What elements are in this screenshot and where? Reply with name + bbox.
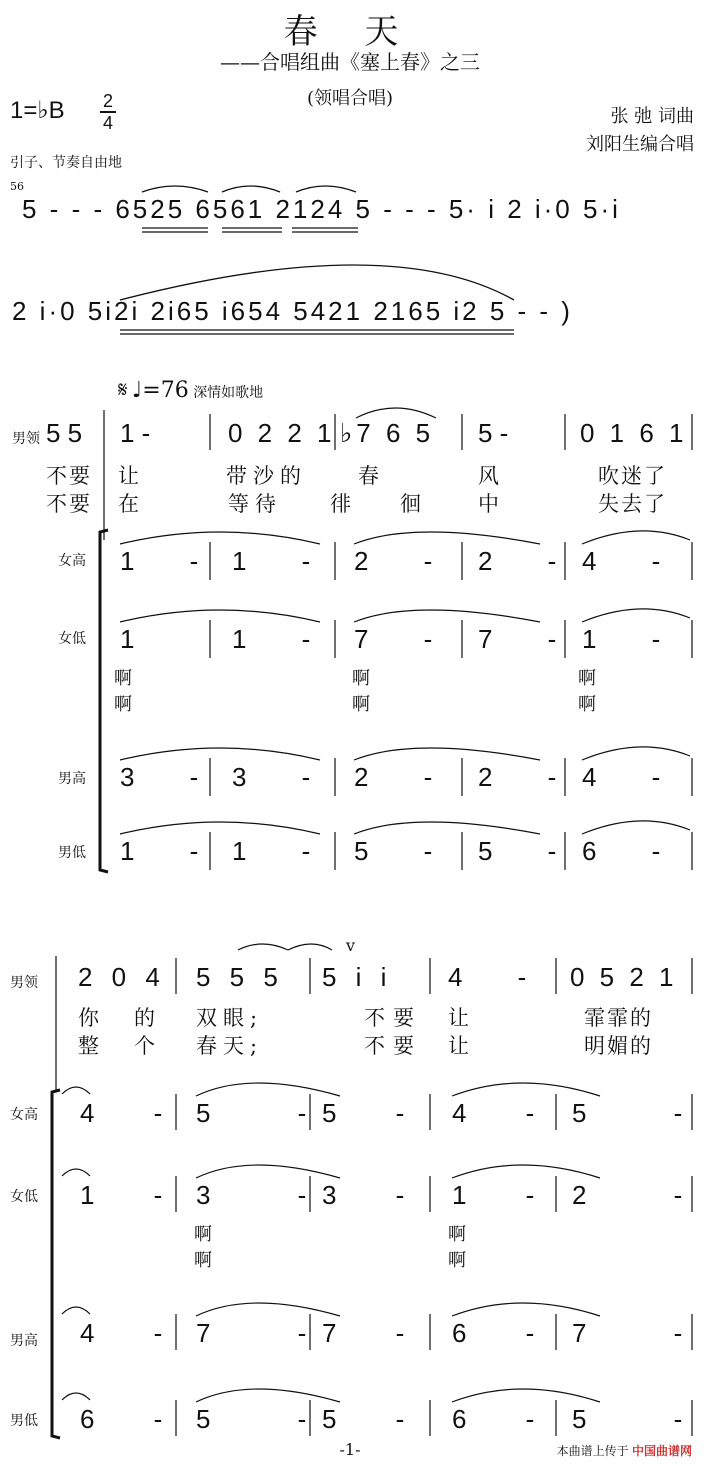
- s1-lyric2-6: 失去了: [598, 492, 667, 516]
- s1-ah2-0: 啊: [114, 694, 132, 715]
- s1-lyric2-0: 不要: [46, 492, 92, 516]
- s2-lyric1-2: 双眼;: [196, 1006, 264, 1030]
- s2-tenor-m4: 6 -: [452, 1318, 561, 1348]
- s2-alto-m3: 3 -: [322, 1180, 431, 1210]
- s2-tenor-m2: 7 -: [196, 1318, 347, 1348]
- s1-lyric1-0: 不要: [46, 464, 92, 488]
- s2-lyric2-5: 明媚的: [584, 1034, 653, 1058]
- s2-tenor-tie-0: [62, 1307, 90, 1314]
- score-subtitle: ——合唱组曲《塞上春》之三: [220, 50, 480, 74]
- key-signature: 1=♭B: [10, 97, 65, 124]
- label-bass: 男低: [58, 845, 86, 861]
- s1-tenor-tie-1: [120, 748, 320, 760]
- s2-tenor-m5: 7 -: [572, 1318, 722, 1348]
- s1-lead-m2: 0 2 2 1: [228, 418, 336, 448]
- source-prefix: 本曲谱上传于: [556, 1444, 629, 1458]
- s1-lyric2-1: 在: [118, 492, 141, 516]
- s1-lyric1-5: 吹迷了: [598, 464, 667, 488]
- s2-lead-m5: 0 5 2 1: [570, 962, 678, 992]
- s1-sop-m3: 2 -: [354, 546, 457, 576]
- s1-tenor-tie-3: [582, 747, 690, 760]
- s2-lyric1-4: 让: [448, 1006, 471, 1030]
- s1-lyric2-4: 徊: [400, 492, 423, 516]
- s2-tenor-m3: 7 -: [322, 1318, 431, 1348]
- s2-ah2-1: 啊: [448, 1250, 466, 1271]
- s2-ah1-1: 啊: [448, 1224, 466, 1245]
- s1-sop-tie-3: [582, 531, 690, 544]
- s1-lyric1-4: 风: [478, 464, 501, 488]
- s1-lyric2-5: 中: [478, 492, 501, 516]
- label-tenor-2: 男高: [10, 1333, 38, 1349]
- s1-alto-m5: 1 -: [582, 624, 685, 654]
- s1-tenor-m4: 2 -: [478, 762, 581, 792]
- s2-sop-tie-1: [196, 1083, 340, 1096]
- s2-lyric2-4: 让: [448, 1034, 471, 1058]
- s2-lyric2-0: 整: [78, 1034, 101, 1058]
- s1-sop-tie-2: [354, 532, 540, 544]
- time-signature-top: 2: [102, 91, 113, 111]
- s1-lead-m4: 5 -: [478, 418, 509, 448]
- s1-lead-m3: ♭7 6 5: [340, 418, 435, 448]
- s2-alto-tie-1: [196, 1165, 340, 1178]
- s1-lead-m5: 0 1 6 1: [580, 418, 688, 448]
- s1-bass-m3: 5 -: [354, 836, 457, 866]
- page-number: -1-: [339, 1440, 361, 1459]
- s2-bass-m3: 5 -: [322, 1404, 431, 1434]
- s2-bass-m1: 6 -: [80, 1404, 189, 1434]
- s1-lyric2-3: 徘: [330, 492, 353, 516]
- intro-slur-2: [222, 186, 280, 192]
- s2-tenor-tie-1: [196, 1303, 340, 1316]
- s2-lyric2-1: 个: [134, 1034, 157, 1058]
- s1-lead-m1: 1 -: [120, 418, 151, 448]
- s2-bass-tie-2: [452, 1389, 600, 1402]
- time-signature-bottom: 4: [102, 113, 113, 133]
- intro-marks: [120, 186, 514, 334]
- s1-lyric1-3: 春: [358, 464, 381, 488]
- s2-lyric1-0: 你: [78, 1006, 101, 1030]
- s1-bass-tie-2: [354, 822, 540, 834]
- s1-bass-m1: 1 -: [120, 836, 223, 866]
- s2-lyric1-3: 不要: [364, 1006, 422, 1030]
- s2-alto-tie-2: [452, 1165, 600, 1178]
- segno-icon: 𝄋: [118, 378, 128, 403]
- label-male-lead-2: 男领: [10, 975, 38, 991]
- s2-lyric1-1: 的: [134, 1006, 157, 1030]
- s1-ah1-0: 啊: [114, 668, 132, 689]
- s2-tenor-m1: 4 -: [80, 1318, 189, 1348]
- s2-lyric2-3: 不要: [364, 1034, 422, 1058]
- s1-alto-tie-3: [582, 609, 690, 622]
- label-alto-2: 女低: [10, 1189, 38, 1205]
- s1-sop-m5: 4 -: [582, 546, 685, 576]
- tempo-value: ♩=76: [131, 378, 189, 403]
- label-tenor: 男高: [58, 771, 86, 787]
- expression-text: 深情如歌地: [193, 385, 264, 401]
- s1-tenor-m2: 3 -: [232, 762, 335, 792]
- s2-bass-tie-1: [196, 1389, 340, 1402]
- s2-sop-tie-0: [62, 1087, 90, 1094]
- s1-ah1-1: 啊: [352, 668, 370, 689]
- s1-sop-tie-1: [120, 532, 320, 544]
- s1-ah1-2: 啊: [578, 668, 596, 689]
- s2-ah1-0: 啊: [194, 1224, 212, 1245]
- s1-alto-m3: 7 -: [354, 624, 457, 654]
- intro-label: 引子、节奏自由地: [10, 155, 122, 171]
- s1-alto-m4: 7 -: [478, 624, 581, 654]
- s1-tenor-m5: 4 -: [582, 762, 685, 792]
- s2-sop-m4: 4 -: [452, 1098, 561, 1128]
- source-site: 中国曲谱网: [631, 1444, 692, 1458]
- s2-lead-m4: 4 -: [448, 962, 551, 992]
- s2-lead-m2: 5 5 5: [196, 962, 284, 992]
- s1-tenor-m1: 3 -: [120, 762, 223, 792]
- s2-lead-tie-2: [288, 944, 332, 950]
- s1-ah2-2: 啊: [578, 694, 596, 715]
- s2-alto-tie-0: [62, 1169, 90, 1176]
- s1-tenor-tie-2: [354, 748, 540, 760]
- label-soprano: 女高: [58, 553, 86, 569]
- s1-sop-m4: 2 -: [478, 546, 581, 576]
- s2-lead-m1: 2 0 4: [78, 962, 166, 992]
- s2-bass-m4: 6 -: [452, 1404, 561, 1434]
- s1-bass-m2: 1 -: [232, 836, 335, 866]
- breath-mark: v: [346, 936, 356, 955]
- label-alto: 女低: [58, 631, 86, 647]
- s1-bass-tie-3: [582, 821, 690, 834]
- arranger-credit: 刘阳生编合唱: [586, 134, 694, 155]
- s1-lyric1-1: 让: [118, 464, 141, 488]
- system2-slurs: [62, 944, 600, 1402]
- s1-bass-m4: 5 -: [478, 836, 581, 866]
- s1-alto-m2: 1 -: [232, 624, 335, 654]
- score-title: 春 天: [283, 12, 417, 52]
- s1-lyric1-2: 带沙的: [226, 464, 307, 488]
- s1-sop-m2: 1 -: [232, 546, 335, 576]
- s2-alto-m2: 3 -: [196, 1180, 347, 1210]
- s2-alto-m1: 1 -: [80, 1180, 189, 1210]
- intro-slur-3: [296, 186, 356, 192]
- s1-alto-tie-1: [120, 610, 320, 622]
- intro-line-2: 2 i·0 5i2i 2i65 i654 5421 2165 i2 5 - - ): [12, 296, 573, 326]
- intro-slur-1: [142, 186, 208, 192]
- s2-bass-tie-0: [62, 1393, 90, 1400]
- s1-choir-bracket: [100, 530, 108, 872]
- s2-bass-m5: 5 -: [572, 1404, 722, 1434]
- s2-sop-m1: 4 -: [80, 1098, 189, 1128]
- system1-slurs: [120, 408, 690, 834]
- s2-sop-m3: 5 -: [322, 1098, 431, 1128]
- s2-bass-m2: 5 -: [196, 1404, 347, 1434]
- s1-alto-tie-2: [354, 610, 540, 622]
- s1-sop-m1: 1 -: [120, 546, 223, 576]
- performance-note: (领唱合唱): [306, 88, 394, 109]
- s2-sop-tie-2: [452, 1083, 600, 1096]
- intro-long-slur: [120, 265, 514, 300]
- s2-lead-tie-1: [238, 944, 288, 950]
- s2-alto-m4: 1 -: [452, 1180, 561, 1210]
- lyricist-credit: 张 弛 词曲: [610, 106, 694, 127]
- s1-bass-m5: 6 -: [582, 836, 685, 866]
- s1-lyric2-2: 等待: [228, 492, 282, 516]
- s1-bass-tie-1: [120, 822, 320, 834]
- label-male-lead: 男领: [12, 431, 40, 447]
- intro-grace-note: 56: [10, 180, 24, 193]
- s2-lyric2-2: 春天;: [196, 1034, 264, 1058]
- s2-tenor-tie-2: [452, 1303, 600, 1316]
- s2-alto-m5: 2 -: [572, 1180, 722, 1210]
- label-bass-2: 男低: [10, 1413, 38, 1429]
- s1-alto-m1: 1: [120, 624, 135, 654]
- s1-ah2-1: 啊: [352, 694, 370, 715]
- system1-barlines: [104, 410, 692, 870]
- s1-lead-slur: [356, 408, 436, 418]
- s2-sop-m2: 5 -: [196, 1098, 347, 1128]
- s2-sop-m5: 5 -: [572, 1098, 722, 1128]
- s2-ah2-0: 啊: [194, 1250, 212, 1271]
- s1-lead-pickup: 5 5: [46, 418, 83, 448]
- s2-lead-m3: 5 i i: [322, 962, 393, 992]
- system2-barlines: [56, 956, 692, 1436]
- label-soprano-2: 女高: [10, 1107, 38, 1123]
- s2-lyric1-5: 霏霏的: [584, 1006, 653, 1030]
- s1-tenor-m3: 2 -: [354, 762, 457, 792]
- intro-line-1: 5 - - - 6525 6561 2124 5 - - - 5· i 2 i·0 5·i: [22, 194, 621, 224]
- s2-choir-bracket: [52, 1090, 60, 1438]
